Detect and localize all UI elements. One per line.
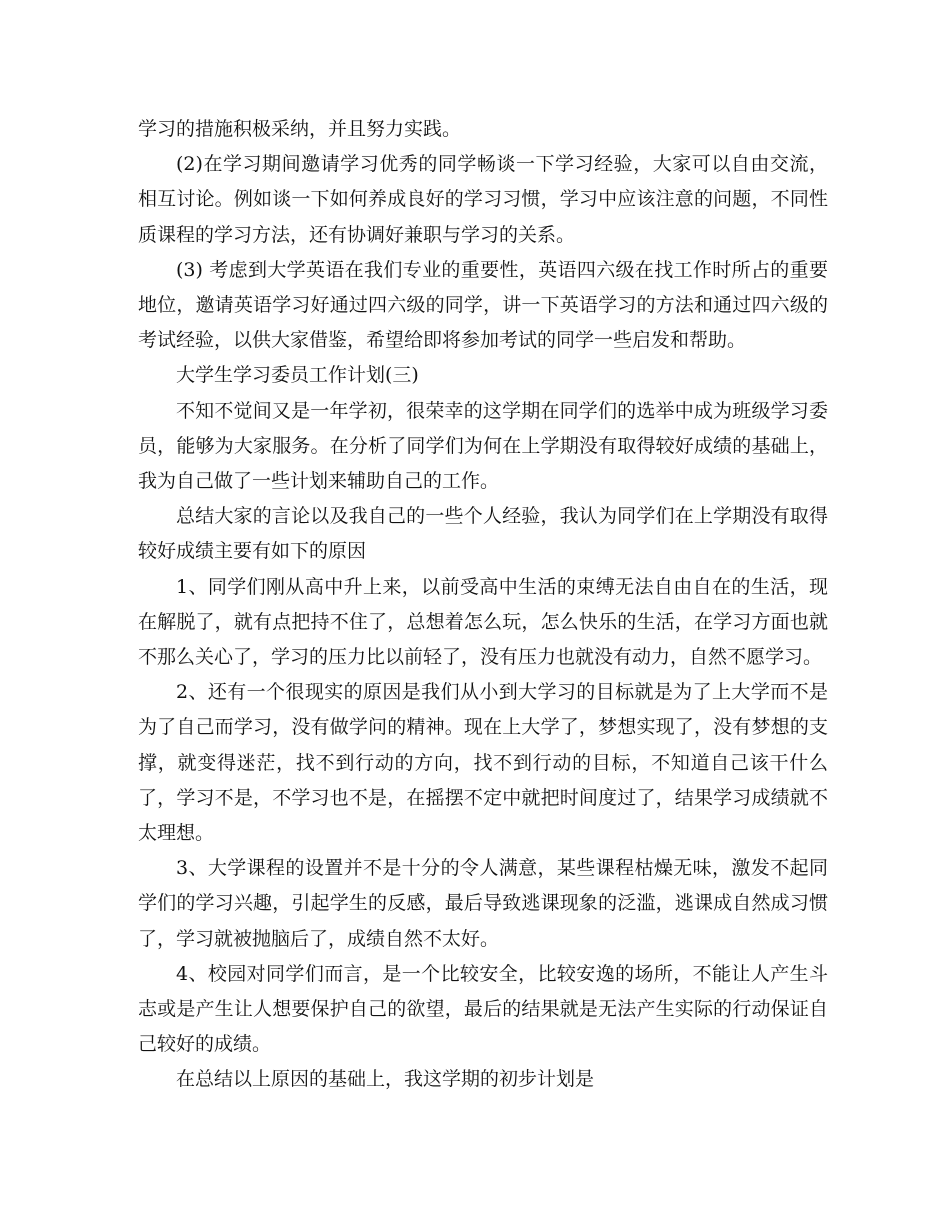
paragraph-summary: 总结大家的言论以及我自己的一些个人经验，我认为同学们在上学期没有取得较好成绩主要有如下的原因 [138, 505, 828, 563]
paragraph-reason-4: 4、校园对同学们而言，是一个比较安全，比较安逸的场所，不能让人产生斗志或是产生让人想要保护自己的欲望，最后的结果就是无法产生实际的行动保证自己较好的成绩。 [138, 962, 828, 1056]
paragraph-continuation: 学习的措施积极采纳，并且努力实践。 [138, 118, 462, 140]
paragraph-reason-2: 2、还有一个很现实的原因是我们从小到大学习的目标就是为了上大学而不是为了自己而学习，没有做学问的精神。现在上大学了，梦想实现了，没有梦想的支撑，就变得迷茫，找不到行动的方向，找不到行动的目标，不知道自己该干什么了，学习不是，不学习也不是，在摇摆不定中就把时间度过了，结果学习成绩就不太理想。 [138, 681, 828, 845]
section-heading: 大学生学习委员工作计划(三) [176, 364, 419, 387]
paragraph-plan-intro: 在总结以上原因的基础上，我这学期的初步计划是 [176, 1068, 595, 1091]
paragraph-item-3: (3) 考虑到大学英语在我们专业的重要性，英语四六级在找工作时所占的重要地位，邀请英语学习好通过四六级的同学，讲一下英语学习的方法和通过四六级的考试经验，以供大家借鉴，希望给即将参加考试的同学一些启发和帮助。 [138, 258, 828, 352]
document-body [138, 112, 828, 1098]
paragraph-reason-1: 1、同学们刚从高中升上来，以前受高中生活的束缚无法自由自在的生活，现在解脱了，就有点把持不住了，总想着怎么玩，怎么快乐的生活，在学习方面也就不那么关心了，学习的压力比以前轻了，没有压力也就没有动力，自然不愿学习。 [138, 575, 828, 669]
paragraph-item-2: (2)在学习期间邀请学习优秀的同学畅谈一下学习经验，大家可以自由交流，相互讨论。例如谈一下如何养成良好的学习习惯，学习中应该注意的问题，不同性质课程的学习方法，还有协调好兼职与学习的关系。 [138, 153, 828, 246]
paragraph-intro: 不知不觉间又是一年学初，很荣幸的这学期在同学们的选举中成为班级学习委员，能够为大家服务。在分析了同学们为何在上学期没有取得较好成绩的基础上，我为自己做了一些计划来辅助自己的工作。 [138, 399, 828, 493]
paragraph-reason-3: 3、大学课程的设置并不是十分的令人满意，某些课程枯燥无味，激发不起同学们的学习兴趣，引起学生的反感，最后导致逃课现象的泛滥，逃课成自然成习惯了，学习就被抛脑后了，成绩自然不太好。 [138, 857, 828, 950]
